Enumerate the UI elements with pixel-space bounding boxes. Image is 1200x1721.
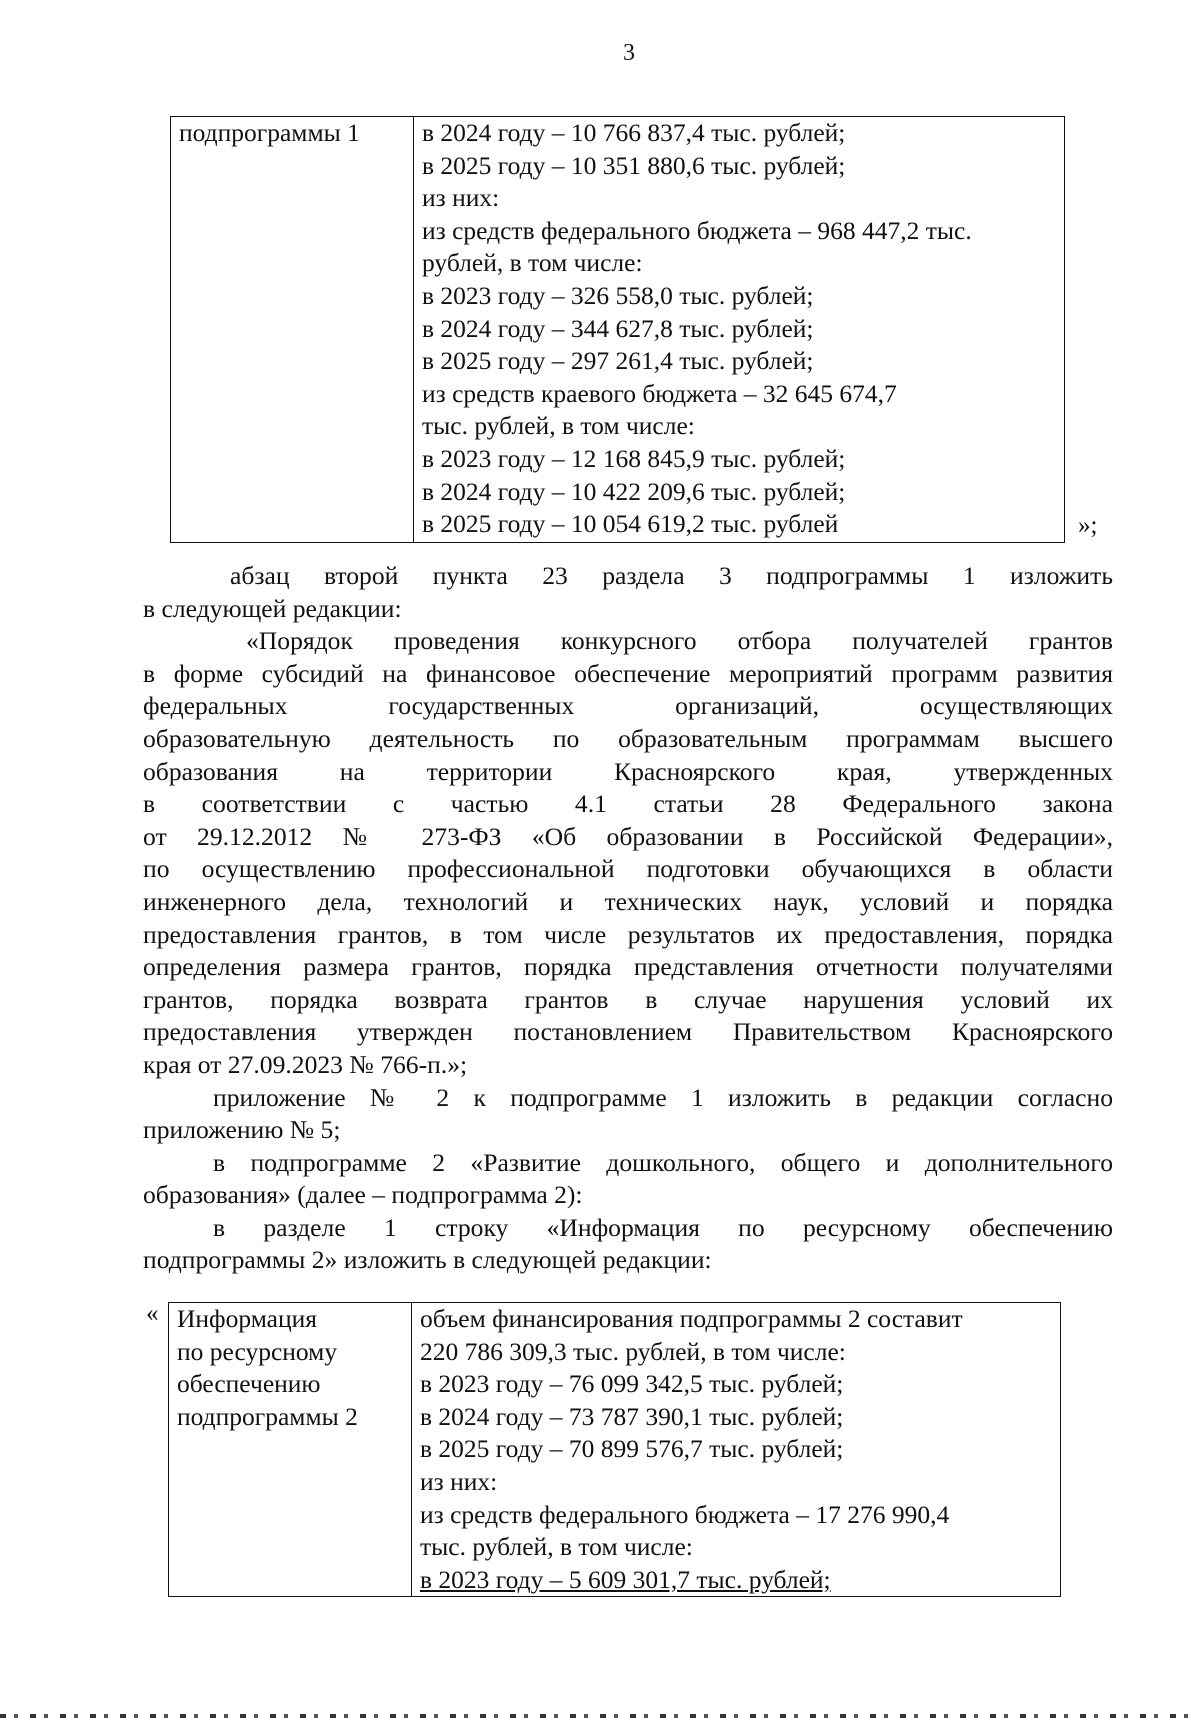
table-label-line: обеспечению	[177, 1369, 321, 1399]
page-number: 3	[623, 40, 635, 66]
table-label-line: подпрограммы 2	[177, 1401, 358, 1431]
funding-line: из них:	[422, 183, 500, 213]
table-content-cell	[412, 1303, 1061, 1597]
table-label-line: по ресурсному	[177, 1336, 338, 1366]
text-row	[143, 1049, 1113, 1082]
body-text	[143, 560, 1113, 1277]
text-line: в следующей редакции:	[143, 593, 402, 623]
funding-line: в 2024 году – 10 766 837,4 тыс. рублей;	[422, 118, 846, 147]
funding-line: в 2023 году – 12 168 845,9 тыс. рублей;	[422, 443, 846, 473]
text-line: приложение № 2 к подпрограмме 1 изложить в редакции согласно	[213, 1082, 1113, 1112]
text-line: предоставления грантов, в том числе результатов их предоставления, порядка	[143, 919, 1113, 949]
text-row	[143, 951, 1113, 984]
text-line: «Порядок проведения конкурсного отбора получателей грантов	[246, 626, 1113, 656]
paragraph	[143, 560, 1113, 593]
text-row	[143, 788, 1113, 821]
text-line: федеральных государственных организаций, осуществляющих	[143, 691, 1113, 721]
text-row	[143, 919, 1113, 952]
funding-line: в 2023 году – 326 558,0 тыс. рублей;	[422, 280, 814, 310]
text-line: определения размера грантов, порядка представления отчетности получателями	[143, 952, 1113, 982]
resource-table-subprogram-2	[168, 1302, 1061, 1597]
text-row	[143, 853, 1113, 886]
paragraph	[143, 1147, 1113, 1180]
table-content-cell	[414, 117, 1065, 543]
text-line: по осуществлению профессиональной подготовки обучающихся в области	[143, 854, 1113, 884]
text-line: приложению № 5;	[143, 1115, 341, 1145]
text-line: в подпрограмме 2 «Развитие дошкольного, общего и дополнительного	[213, 1147, 1113, 1177]
funding-line: в 2025 году – 297 261,4 тыс. рублей;	[422, 346, 814, 376]
text-line: образовательную деятельность по образовательным программам высшего	[143, 723, 1113, 753]
closing-quote-mark: »;	[1078, 512, 1098, 539]
text-line: в форме субсидий на финансовое обеспечение мероприятий программ развития	[143, 658, 1113, 688]
text-row	[143, 821, 1113, 854]
scan-edge-artifact	[0, 1714, 1200, 1718]
text-row	[143, 658, 1113, 691]
funding-line: в 2024 году – 10 422 209,6 тыс. рублей;	[422, 476, 846, 506]
funding-line: тыс. рублей, в том числе:	[420, 1532, 693, 1562]
table-label-cell	[169, 1303, 412, 1597]
text-line: абзац второй пункта 23 раздела 3 подпрограммы 1 изложить	[230, 561, 1113, 590]
text-row	[143, 1244, 1113, 1277]
funding-line: из средств федерального бюджета – 968 447,2 тыс.	[422, 215, 972, 245]
funding-line: из средств федерального бюджета – 17 276 990,4	[420, 1499, 950, 1529]
text-line: предоставления утвержден постановлением Правительством Красноярского	[143, 1017, 1113, 1047]
text-row	[143, 886, 1113, 919]
resource-table-continued	[170, 116, 1065, 543]
funding-line: в 2023 году – 76 099 342,5 тыс. рублей;	[420, 1369, 844, 1399]
funding-line: из них:	[420, 1466, 498, 1496]
opening-quote-mark: «	[146, 1300, 159, 1327]
funding-line: рублей, в том числе:	[422, 248, 643, 278]
text-line: в соответствии с частью 4.1 статьи 28 Федерального закона	[143, 789, 1113, 819]
funding-line: в 2024 году – 344 627,8 тыс. рублей;	[422, 313, 814, 343]
text-line: края от 27.09.2023 № 766-п.»;	[143, 1049, 468, 1079]
text-line: от 29.12.2012 № 273-ФЗ «Об образовании в Российской Федерации»,	[143, 821, 1113, 851]
funding-line: тыс. рублей, в том числе:	[422, 411, 695, 441]
table-label: подпрограммы 1	[179, 118, 360, 147]
quoted-paragraph	[143, 625, 1113, 658]
text-row	[143, 984, 1113, 1017]
text-line: в разделе 1 строку «Информация по ресурсному обеспечению	[213, 1212, 1113, 1242]
funding-line: объем финансирования подпрограммы 2 составит	[420, 1304, 963, 1333]
text-row	[143, 1016, 1113, 1049]
funding-line: в 2023 году – 5 609 301,7 тыс. рублей;	[420, 1564, 831, 1594]
funding-line: 220 786 309,3 тыс. рублей, в том числе:	[420, 1336, 846, 1366]
text-row	[143, 723, 1113, 756]
paragraph-cont	[143, 593, 1113, 626]
funding-line: в 2024 году – 73 787 390,1 тыс. рублей;	[420, 1401, 844, 1431]
text-line: образования» (далее – подпрограмма 2):	[143, 1180, 583, 1210]
text-row	[143, 756, 1113, 789]
text-row	[143, 690, 1113, 723]
funding-line: из средств краевого бюджета – 32 645 674,7	[422, 378, 897, 408]
funding-line: в 2025 году – 70 899 576,7 тыс. рублей;	[420, 1434, 844, 1464]
text-line: грантов, порядка возврата грантов в случае нарушения условий их	[143, 984, 1113, 1014]
table-label-cell	[171, 117, 414, 543]
text-row	[143, 1179, 1113, 1212]
table-label-line: Информация	[177, 1304, 318, 1333]
paragraph	[143, 1212, 1113, 1245]
text-line: образования на территории Красноярского края, утвержденных	[143, 756, 1113, 786]
text-line: подпрограммы 2» изложить в следующей редакции:	[143, 1245, 712, 1275]
text-row	[143, 1114, 1113, 1147]
funding-line: в 2025 году – 10 054 619,2 тыс. рублей	[422, 509, 839, 539]
funding-line: в 2025 году – 10 351 880,6 тыс. рублей;	[422, 150, 846, 180]
paragraph	[143, 1082, 1113, 1115]
text-line: инженерного дела, технологий и технических наук, условий и порядка	[143, 886, 1113, 916]
